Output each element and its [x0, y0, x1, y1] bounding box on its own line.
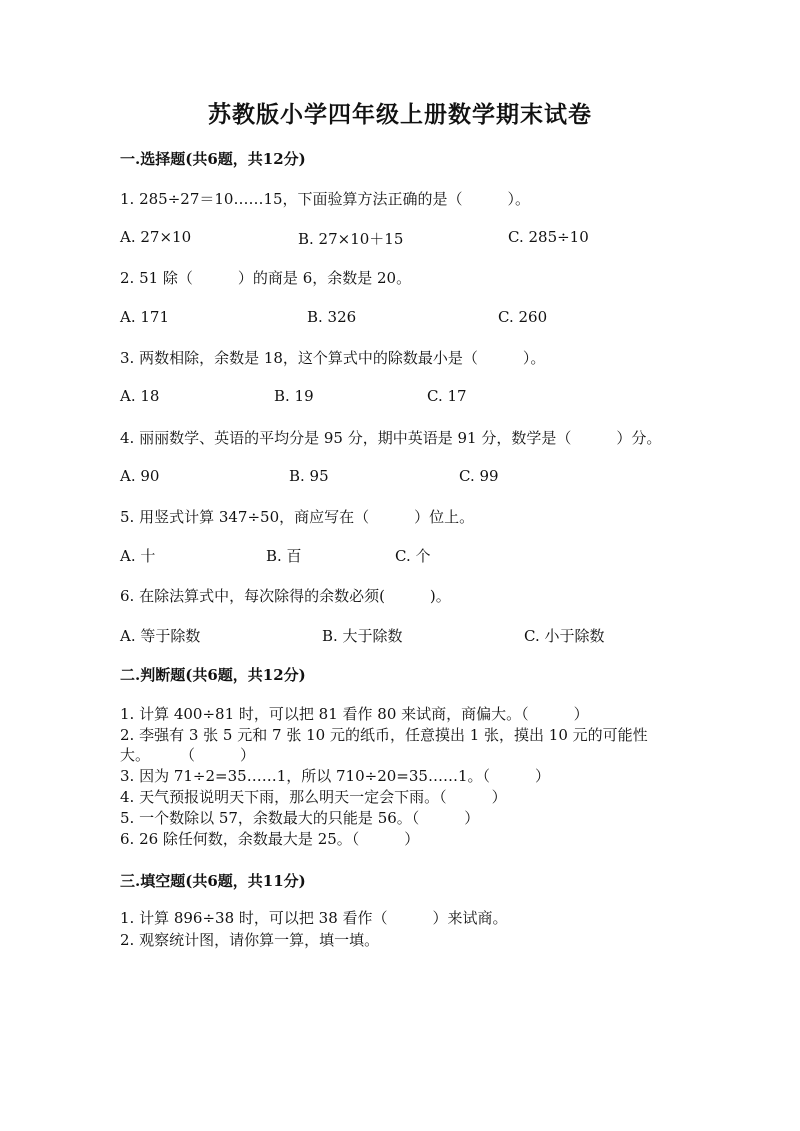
- option-5c: C. 个: [395, 547, 431, 565]
- judge-item-6: 6. 26 除任何数，余数最大是 25。（ ）: [120, 830, 420, 848]
- option-4c: C. 99: [459, 467, 499, 485]
- option-5b: B. 百: [266, 547, 302, 565]
- option-3a: A. 18: [120, 387, 160, 405]
- option-2c: C. 260: [498, 308, 548, 326]
- judge-item-5: 5. 一个数除以 57，余数最大的只能是 56。（ ）: [120, 809, 480, 827]
- fill-item-2: 2. 观察统计图，请你算一算，填一填。: [120, 931, 380, 949]
- judge-item-3: 3. 因为 71÷2=35……1，所以 710÷20=35……1。（ ）: [120, 767, 550, 785]
- option-1a: A. 27×10: [120, 228, 192, 246]
- judge-item-2-cont: 大。 （ ）: [120, 746, 256, 764]
- fill-item-1: 1. 计算 896÷38 时，可以把 38 看作（ ）来试商。: [120, 909, 508, 927]
- option-3c: C. 17: [427, 387, 467, 405]
- option-4a: A. 90: [120, 467, 160, 485]
- option-2a: A. 171: [120, 308, 169, 326]
- question-5: 5. 用竖式计算 347÷50，商应写在（ ）位上。: [120, 508, 475, 526]
- question-1: 1. 285÷27＝10……15，下面验算方法正确的是（ ）。: [120, 190, 531, 208]
- option-6c: C. 小于除数: [524, 627, 605, 645]
- option-6b: B. 大于除数: [322, 627, 403, 645]
- option-5a: A. 十: [120, 547, 156, 565]
- option-2b: B. 326: [307, 308, 357, 326]
- question-3: 3. 两数相除，余数是 18，这个算式中的除数最小是（ ）。: [120, 349, 546, 367]
- question-4: 4. 丽丽数学、英语的平均分是 95 分，期中英语是 91 分，数学是（ ）分。: [120, 429, 662, 447]
- option-6a: A. 等于除数: [120, 627, 201, 645]
- judge-item-1: 1. 计算 400÷81 时，可以把 81 看作 80 来试商，商偏大。（ ）: [120, 705, 589, 723]
- option-4b: B. 95: [289, 467, 329, 485]
- section-heading-choice: 一.选择题(共6题，共12分): [120, 150, 306, 168]
- question-6: 6. 在除法算式中，每次除得的余数必须( )。: [120, 587, 451, 605]
- option-1b: B. 27×10＋15: [298, 230, 404, 248]
- section-heading-fill: 三.填空题(共6题，共11分): [120, 872, 306, 890]
- page-title: 苏教版小学四年级上册数学期末试卷: [208, 101, 592, 128]
- option-1c: C. 285÷10: [508, 228, 589, 246]
- option-3b: B. 19: [274, 387, 314, 405]
- question-2: 2. 51 除（ ）的商是 6，余数是 20。: [120, 269, 412, 287]
- section-heading-judge: 二.判断题(共6题，共12分): [120, 666, 306, 684]
- judge-item-2: 2. 李强有 3 张 5 元和 7 张 10 元的纸币，任意摸出 1 张，摸出 10 元的可能性: [120, 726, 648, 744]
- judge-item-4: 4. 天气预报说明天下雨，那么明天一定会下雨。（ ）: [120, 788, 507, 806]
